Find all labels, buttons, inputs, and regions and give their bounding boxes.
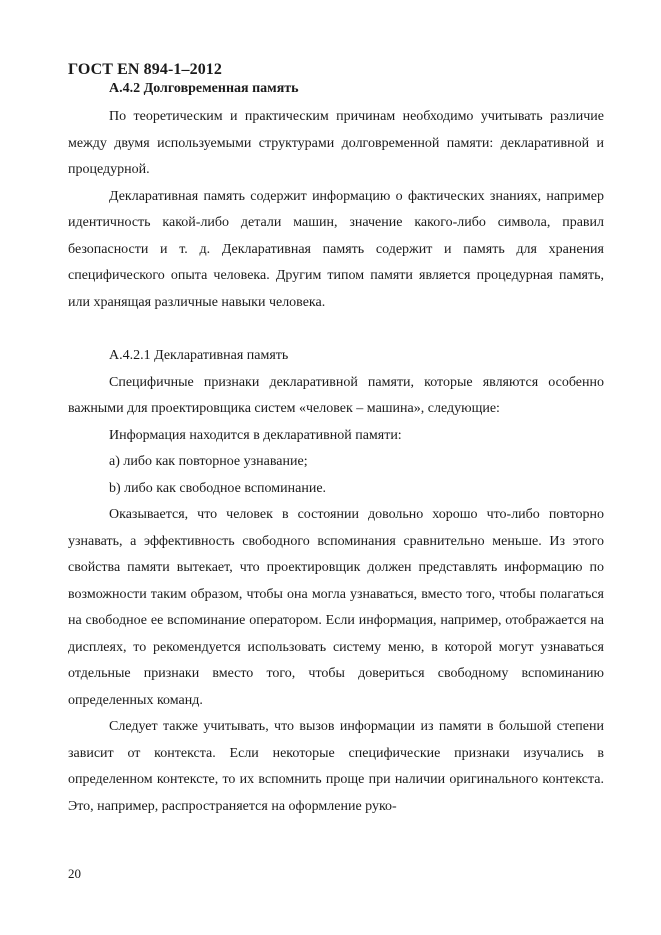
paragraph-specific-features: Специфичные признаки декларативной памяти, которые являются особенно важными для проектировщика систем «человек – машина», следующие: xyxy=(68,374,604,416)
subsection-title: А.4.2.1 Декларативная память xyxy=(109,348,289,363)
paragraph-information-storage: Информация находится в декларативной памяти: xyxy=(109,427,402,443)
standard-header: ГОСТ EN 894-1–2012 xyxy=(68,61,223,78)
paragraph-recognition-vs-recall: Оказывается, что человек в состоянии довольно хорошо что-либо повторно узнавать, а эффективность свободного вспоминания сравнительно меньше. Из этого свойства памяти вытекает, что проектировщик должен представлять информацию по возможности таким образом, чтобы она могла узнаваться, вместо того, чтобы полагаться на свободное ее вспоминание оператором. Если информация, например, отображается на дисплеях, то рекомендуется использовать систему меню, в которой могут узнаваться отдельные признаки вместо того, чтобы довериться свободному вспоминанию определенных команд. xyxy=(68,507,604,708)
list-item-free-recall: b) либо как свободное вспоминание. xyxy=(109,480,327,496)
body-text xyxy=(68,104,604,820)
list-item-recognition: а) либо как повторное узнавание; xyxy=(109,454,308,469)
paragraph-structures: По теоретическим и практическим причинам необходимо учитывать различие между двумя используемыми структурами долговременной памяти: декларативной и процедурной. xyxy=(68,109,604,177)
spacer xyxy=(68,316,604,343)
paragraph-declarative-memory: Декларативная память содержит информацию о фактических знаниях, например идентичность какой-либо детали машин, значение какого-либо символа, правил безопасности и т. д. Декларативная память содержит и память для хранения специфического опыта человека. Другим типом памяти является процедурная память, или хранящая различные навыки человека. xyxy=(68,188,604,310)
paragraph-context: Следует также учитывать, что вызов информации из памяти в большой степени зависит от контекста. Если некоторые специфические признаки изучались в определенном контексте, то их вспомнить проще при наличии оригинального контекста. Это, например, распространяется на оформление руко- xyxy=(68,719,604,814)
page-number: 20 xyxy=(68,866,81,881)
section-title: А.4.2 Долговременная память xyxy=(109,81,299,96)
